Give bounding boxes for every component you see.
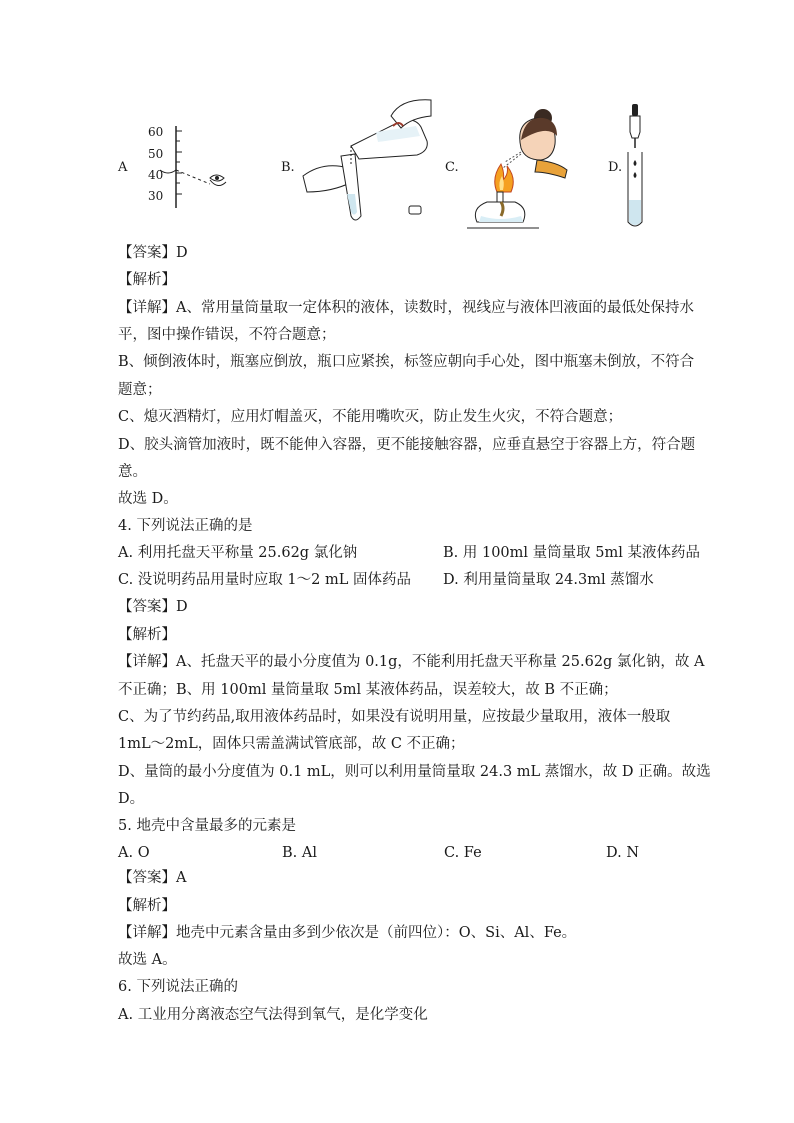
q3-detail-1: 【详解】A、常用量筒量取一定体积的液体，读数时，视线应与液体凹液面的最低处保持水 xyxy=(118,300,694,316)
q4-option-b: B. 用 100ml 量筒量取 5ml 某液体药品 xyxy=(443,545,700,561)
alcohol-lamp-diagram xyxy=(445,96,575,236)
q4-option-d: D. 利用量筒量取 24.3ml 蒸馏水 xyxy=(443,572,654,588)
q3-detail-3: B、倾倒液体时，瓶塞应倒放，瓶口应紧挨，标签应朝向手心处，图中瓶塞未倒放，不符合 xyxy=(118,354,695,370)
q4-detail-1: 【详解】A、托盘天平的最小分度值为 0.1g，不能利用托盘天平称量 25.62g 氯化钠，故 A xyxy=(118,654,705,670)
q4-answer: 【答案】D xyxy=(118,599,188,615)
q3-detail-7: 意。 xyxy=(118,464,147,480)
tick-60: 60 xyxy=(148,125,164,139)
q5-option-d: D. N xyxy=(606,845,640,861)
q4-detail-3: C、为了节约药品,取用液体药品时，如果没有说明用量，应按最少量取用，液体一般取 xyxy=(118,709,671,725)
figure-c-label: C. xyxy=(445,160,459,175)
figure-b-label: B. xyxy=(281,160,295,175)
figure-a xyxy=(118,96,248,236)
q3-conclusion: 故选 D。 xyxy=(118,491,178,507)
figure-b xyxy=(281,96,441,236)
q6-option-a: A. 工业用分离液态空气法得到氧气，是化学变化 xyxy=(118,1007,428,1023)
q4-detail-2: 不正确；B、用 100ml 量筒量取 5ml 某液体药品，误差较大，故 B 不正确； xyxy=(118,682,618,698)
figure-d xyxy=(608,96,678,236)
pouring-diagram xyxy=(281,96,441,236)
q5-option-c: C. Fe xyxy=(444,845,482,861)
cylinder-diagram xyxy=(118,96,248,236)
q3-analysis-heading: 【解析】 xyxy=(118,272,176,288)
q3-detail-5: C、熄灭酒精灯，应用灯帽盖灭，不能用嘴吹灭，防止发生火灾，不符合题意； xyxy=(118,409,623,425)
q4-detail-4: 1mL～2mL，固体只需盖满试管底部，故 C 不正确； xyxy=(118,736,465,752)
q5-stem: 5. 地壳中含量最多的元素是 xyxy=(118,818,296,834)
q4-detail-6: D。 xyxy=(118,791,145,807)
q4-option-c: C. 没说明药品用量时应取 1～2 mL 固体药品 xyxy=(118,572,411,588)
q5-option-b: B. Al xyxy=(282,845,317,861)
figure-a-label: A xyxy=(118,160,128,175)
q4-analysis-heading: 【解析】 xyxy=(118,627,176,643)
q3-detail-2: 平，图中操作错误，不符合题意； xyxy=(118,327,336,343)
q3-detail-6: D、胶头滴管加液时，既不能伸入容器，更不能接触容器，应垂直悬空于容器上方，符合题 xyxy=(118,437,696,453)
q5-option-a: A. O xyxy=(118,845,150,861)
figure-row xyxy=(118,96,678,236)
q5-conclusion: 故选 A。 xyxy=(118,952,177,968)
q4-detail-5: D、量筒的最小分度值为 0.1 mL，则可以利用量筒量取 24.3 mL 蒸馏水，故 D 正确。故选 xyxy=(118,764,711,780)
q5-analysis-heading: 【解析】 xyxy=(118,898,176,914)
tick-30: 30 xyxy=(148,189,164,203)
q3-answer: 【答案】D xyxy=(118,245,188,261)
figure-c xyxy=(445,96,575,236)
q6-stem: 6. 下列说法正确的 xyxy=(118,979,238,995)
q4-stem: 4. 下列说法正确的是 xyxy=(118,518,253,534)
q4-option-a: A. 利用托盘天平称量 25.62g 氯化钠 xyxy=(118,545,358,561)
tick-40: 40 xyxy=(148,168,164,182)
q5-detail-1: 【详解】地壳中元素含量由多到少依次是（前四位）：O、Si、Al、Fe。 xyxy=(118,925,577,941)
q3-detail-4: 题意； xyxy=(118,382,162,398)
q5-answer: 【答案】A xyxy=(118,870,187,886)
figure-d-label: D. xyxy=(608,160,623,175)
dropper-diagram xyxy=(608,96,678,236)
tick-50: 50 xyxy=(148,147,164,161)
